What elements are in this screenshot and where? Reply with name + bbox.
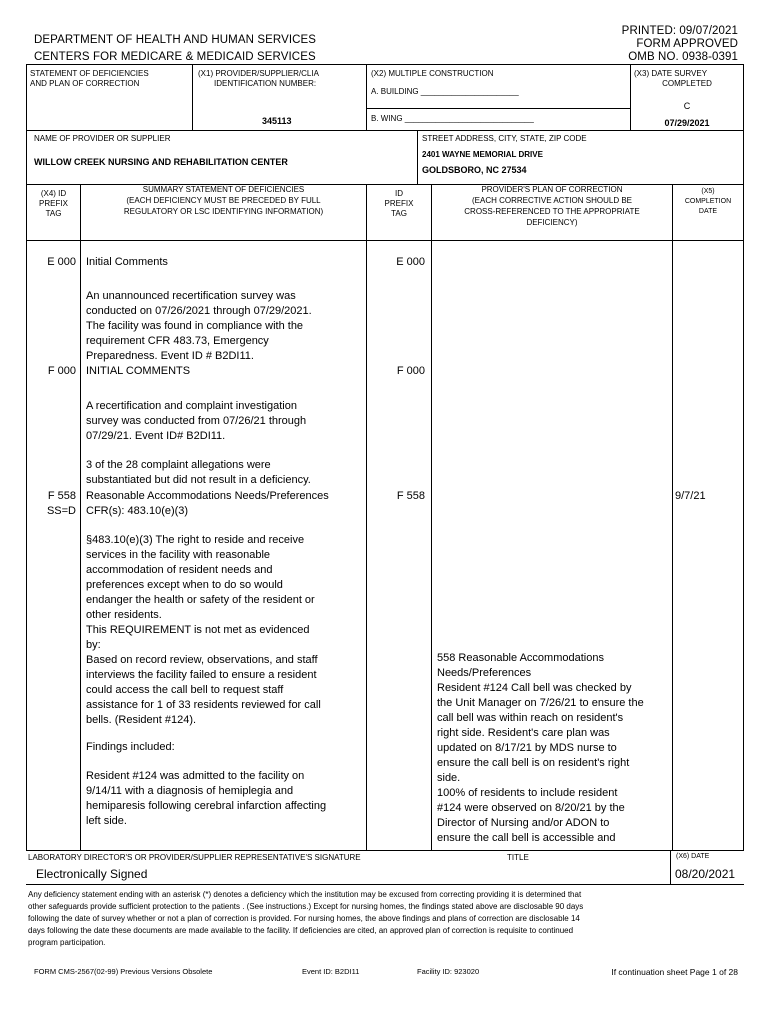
id-header: ID	[395, 189, 403, 198]
summary-header-2: (EACH DEFICIENCY MUST BE PRECEDED BY FULL	[126, 196, 321, 205]
footnote: Any deficiency statement ending with an asterisk (*) denotes a deficiency which the institution may be excused from correcting providing it is determined that other safeguards provide sufficient protection to the patients . (See instructions.) Except for nursing homes, the findings stated above are disclosable 90 days following the date of survey whether or not a plan of correction is provided. For nursing homes, the above findings and plans of correction are disclosable 14 days following the date these documents are made available to the facility. If deficiencies are cited, an approved plan of correction is requisite to continued program participation.	[28, 890, 584, 947]
agency-title: CENTERS FOR MEDICARE & MEDICAID SERVICES	[34, 51, 316, 63]
f000-text-2: 3 of the 28 complaint allegations were substantiated but did not result in a deficiency.	[86, 459, 311, 486]
x5-header-completion: COMPLETION	[684, 198, 732, 205]
statement-label: STATEMENT OF DEFICIENCIES	[30, 69, 149, 78]
x5-header: (X5)	[701, 188, 715, 195]
id-header-prefix: PREFIX	[384, 199, 414, 208]
f000-id: F 000	[396, 365, 425, 377]
provider-id-number: 345113	[262, 116, 292, 126]
wing-label: B. WING _____________________________	[371, 114, 534, 123]
f558-text-2: Resident #124 was admitted to the facility on 9/14/11 with a diagnosis of hemiplegia and hemiparesis following cerebral infarction affecting left side.	[86, 770, 327, 827]
form-number: FORM CMS-2567(02-99) Previous Versions Obsolete	[34, 967, 213, 976]
plan-header-2: (EACH CORRECTIVE ACTION SHOULD BE	[471, 196, 633, 205]
signature-label: LABORATORY DIRECTOR'S OR PROVIDER/SUPPLIER REPRESENTATIVE'S SIGNATURE	[28, 853, 361, 862]
f558-id: F 558	[396, 490, 425, 502]
summary-header-3: REGULATORY OR LSC IDENTIFYING INFORMATION)	[123, 207, 324, 216]
x1-label: (X1) PROVIDER/SUPPLIER/CLIA	[198, 69, 319, 78]
e000-id: E 000	[396, 256, 425, 268]
x2-label: (X2) MULTIPLE CONSTRUCTION	[371, 69, 494, 78]
f000-tag: F 000	[47, 365, 76, 377]
f558-cfr: CFR(s): 483.10(e)(3)	[86, 505, 189, 517]
provider-name-label: NAME OF PROVIDER OR SUPPLIER	[34, 134, 171, 143]
f558-title: Reasonable Accommodations Needs/Preferences	[86, 490, 329, 502]
id-header-tag: TAG	[391, 209, 407, 218]
plan-label: AND PLAN OF CORRECTION	[30, 79, 140, 88]
survey-code: C	[683, 101, 691, 111]
plan-header-4: DEFICIENCY)	[526, 218, 578, 227]
e000-text: An unannounced recertification survey was conducted on 07/26/2021 through 07/29/2021. The facility was found in compliance with the requirement CFR 483.73, Emergency Preparedness. Event ID # B2DI11.	[86, 290, 312, 362]
f558-findings: Findings included:	[86, 741, 175, 753]
f000-text: A recertification and complaint investigation survey was conducted from 07/26/21 through 07/29/21. Event ID# B2DI11.	[86, 400, 307, 442]
e000-tag: E 000	[47, 256, 76, 268]
signature-date: 08/20/2021	[675, 867, 736, 881]
form-approved: FORM APPROVED	[636, 38, 738, 50]
department-title: DEPARTMENT OF HEALTH AND HUMAN SERVICES	[34, 34, 317, 46]
x1-label-2: IDENTIFICATION NUMBER:	[214, 79, 317, 88]
survey-completed-date: 07/29/2021	[664, 118, 710, 128]
plan-of-correction-text: 558 Reasonable Accommodations Needs/Preferences Resident #124 Call bell was checked by the Unit Manager on 7/26/21 to ensure the call bell was within reach on resident's right side. Resident's care plan was updated on 8/17/21 by MDS nurse to ensure the call bell is on resident's right side. 100% of residents to include resident #124 were observed on 8/20/21 by the Director of Nursing and/or ADON to ensure the call bell is accessible and	[437, 652, 644, 844]
plan-header: PROVIDER'S PLAN OF CORRECTION	[481, 185, 623, 194]
e000-title: Initial Comments	[86, 256, 168, 268]
printed-date: PRINTED: 09/07/2021	[621, 25, 738, 37]
address-city: GOLDSBORO, NC 27534	[422, 165, 527, 175]
electronic-signature: Electronically Signed	[36, 867, 148, 881]
omb-number: OMB NO. 0938-0391	[628, 51, 738, 63]
footer-event-id: Event ID: B2DI11	[302, 967, 360, 976]
address-label: STREET ADDRESS, CITY, STATE, ZIP CODE	[422, 134, 587, 143]
f558-completion-date: 9/7/21	[675, 490, 706, 502]
summary-header: SUMMARY STATEMENT OF DEFICIENCIES	[142, 185, 305, 194]
page-number: If continuation sheet Page 1 of 28	[611, 967, 738, 977]
f558-tag: F 558	[47, 490, 76, 502]
x4-header-tag: TAG	[45, 209, 62, 218]
title-label: TITLE	[507, 853, 529, 862]
x3-label: (X3) DATE SURVEY	[634, 69, 708, 78]
signature-date-label: (X6) DATE	[676, 853, 710, 860]
plan-header-3: CROSS-REFERENCED TO THE APPROPRIATE	[464, 207, 640, 216]
x4-header: (X4) ID	[40, 189, 67, 198]
x4-header-prefix: PREFIX	[39, 199, 68, 208]
building-label: A. BUILDING ______________________	[371, 87, 519, 96]
f558-text: §483.10(e)(3) The right to reside and receive services in the facility with reasonable accommodation of resident needs and preferences except when to do so would endanger the health or safety of the resident or other residents. This REQUIREMENT is not met as evidenced by: Based on record review, observations, and staff interviews the facility failed to ensure a resident could access the call bell to request staff assistance for 1 of 33 residents reviewed for call bells. (Resident #124).	[86, 534, 321, 726]
x3-label-2: COMPLETED	[662, 79, 712, 88]
footer-facility-id: Facility ID: 923020	[417, 967, 480, 976]
f000-title: INITIAL COMMENTS	[86, 365, 191, 377]
address-street: 2401 WAYNE MEMORIAL DRIVE	[422, 150, 543, 159]
provider-name: WILLOW CREEK NURSING AND REHABILITATION CENTER	[34, 157, 288, 167]
x5-header-date: DATE	[698, 208, 718, 215]
f558-severity: SS=D	[46, 505, 76, 517]
